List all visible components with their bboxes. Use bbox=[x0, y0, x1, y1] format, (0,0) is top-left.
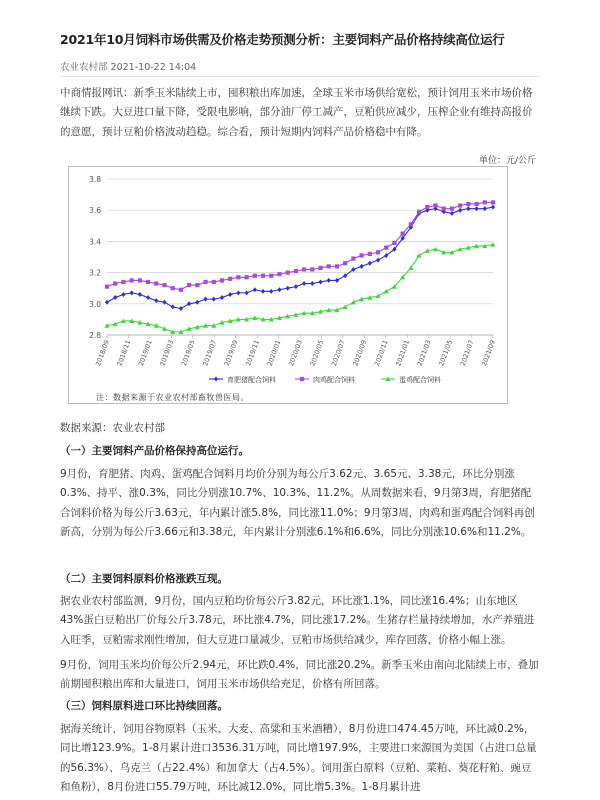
data-point bbox=[236, 275, 240, 279]
data-point bbox=[261, 274, 265, 278]
data-point bbox=[294, 269, 298, 273]
data-point bbox=[105, 285, 109, 289]
x-tick-label: 2019/07 bbox=[201, 338, 219, 368]
data-point bbox=[203, 280, 207, 284]
data-point bbox=[458, 203, 462, 207]
data-point bbox=[286, 271, 290, 275]
data-point bbox=[310, 281, 314, 286]
price-chart-svg bbox=[69, 167, 507, 403]
source-name[interactable]: 农业农村部 bbox=[60, 62, 108, 73]
y-tick-label: 3.8 bbox=[89, 175, 101, 184]
data-point bbox=[351, 256, 355, 260]
x-tick-label: 2021/07 bbox=[458, 338, 476, 368]
section1-heading: （一）主要饲料产品价格保持高位运行。 bbox=[60, 445, 249, 457]
data-point bbox=[269, 289, 273, 294]
data-point bbox=[392, 241, 396, 245]
data-point bbox=[269, 274, 273, 278]
title-divider bbox=[60, 76, 540, 77]
data-point bbox=[277, 272, 281, 276]
data-point bbox=[220, 295, 224, 300]
data-point bbox=[245, 275, 249, 279]
chart-note: 注：数据来源于农业农村部畜牧兽医局。 bbox=[96, 393, 249, 402]
x-tick-label: 2019/09 bbox=[222, 338, 240, 368]
data-point bbox=[302, 267, 306, 271]
x-tick-label: 2020/11 bbox=[372, 338, 390, 368]
data-point bbox=[121, 292, 125, 297]
x-tick-label: 2019/05 bbox=[179, 338, 197, 368]
y-tick-label: 3.4 bbox=[89, 237, 101, 247]
data-point bbox=[245, 290, 249, 295]
article-title: 2021年10月饲料市场供需及价格走势预测分析：主要饲料产品价格持续高位运行 bbox=[60, 32, 505, 47]
data-point bbox=[212, 297, 216, 302]
y-tick-label: 3.6 bbox=[89, 206, 101, 216]
data-point bbox=[203, 297, 207, 302]
section3-heading: （三）饲料原料进口环比持续回落。 bbox=[60, 700, 228, 712]
data-point bbox=[253, 274, 257, 278]
data-point bbox=[384, 289, 389, 294]
data-point bbox=[146, 280, 150, 284]
section2-heading: （二）主要饲料原料价格涨跌互现。 bbox=[60, 573, 228, 585]
x-tick-label: 2021/05 bbox=[437, 338, 454, 368]
data-point bbox=[327, 278, 331, 283]
data-point bbox=[442, 207, 446, 211]
data-point bbox=[433, 203, 437, 207]
series-line bbox=[107, 202, 493, 289]
data-point bbox=[154, 298, 158, 303]
legend-label: 育肥猪配合饲料 bbox=[227, 376, 276, 384]
data-point bbox=[327, 264, 331, 268]
x-tick-label: 2019/01 bbox=[137, 338, 154, 368]
publish-date: 2021-10-22 14:04 bbox=[110, 62, 197, 73]
x-tick-label: 2020/07 bbox=[330, 338, 347, 368]
data-point bbox=[220, 278, 224, 282]
data-point bbox=[376, 258, 380, 263]
data-source: 数据来源：农业农村部 bbox=[60, 422, 165, 434]
data-point bbox=[294, 284, 298, 289]
data-point bbox=[179, 306, 183, 311]
section3-paragraph: 据海关统计，饲用谷物原料（玉米、大麦、高粱和玉米酒糟），8月份进口474.45万吨，环比减0.2%，同比增123.9%。1-8月累计进口3536.31万吨，同比增197.9%，主要进口来源国为美国（占进口总量的56.3%）、乌克兰（占22.4%）和加拿大（占4.5%）。饲用蛋白原料（豆粕、菜粕、葵花籽粕、豌豆和鱼粉），8月份进口55.79万吨，环比减12.0%，同比增5.3%。1-8月累计进 bbox=[60, 723, 537, 793]
data-point bbox=[335, 278, 339, 283]
unit-label: 单位：元/公斤 bbox=[478, 156, 536, 166]
data-point bbox=[343, 261, 347, 265]
data-point bbox=[121, 280, 125, 284]
data-point bbox=[187, 301, 191, 306]
data-point bbox=[335, 264, 339, 268]
y-tick-label: 3.2 bbox=[89, 268, 101, 278]
data-point bbox=[113, 281, 117, 285]
data-point bbox=[253, 287, 257, 292]
data-point bbox=[228, 292, 232, 297]
data-point bbox=[417, 253, 422, 258]
data-point bbox=[409, 222, 413, 226]
section2-paragraph-1: 据农业农村部监测，9月份，国内豆粕均价每公斤3.82元，环比涨1.1%，同比涨16.4%；山东地区43%蛋白豆粕出厂价每公斤3.78元，环比涨4.7%，同比涨17.2%。生猪存栏量持续增加，水产养殖进入旺季，豆粕需求刚性增加，但大豆进口量减少，豆粕市场供给减少，库存回落，价格小幅上涨。 bbox=[60, 595, 535, 646]
data-point bbox=[483, 200, 487, 204]
data-point bbox=[417, 210, 421, 214]
x-tick-label: 2021/09 bbox=[480, 338, 497, 368]
article-meta bbox=[60, 59, 196, 73]
data-point bbox=[138, 278, 142, 282]
intro-paragraph: 中商情报网讯：新季玉米陆续上市，囤积粮出库加速，全球玉米市场供给宽松，预计饲用玉米市场价格继续下跌。大豆进口量下降，受限电影响，部分油厂停工减产，豆粕供应减少，压榨企业有维持高报价的意愿，预计豆粕价格波动趋稳。综合看，预计短期内饲料产品价格稳中有降。 bbox=[60, 87, 533, 138]
data-point bbox=[130, 290, 134, 295]
data-point bbox=[376, 250, 380, 254]
data-point bbox=[425, 205, 429, 209]
data-point bbox=[187, 283, 191, 287]
data-point bbox=[130, 278, 134, 282]
x-tick-label: 2019/11 bbox=[244, 338, 261, 368]
section2-paragraph-2: 9月份，饲用玉米均价每公斤2.94元，环比跌0.4%，同比涨20.2%。新季玉米由南向北陆续上市，叠加前期囤积粮出库和大量进口，饲用玉米市场供给充足，价格有所回落。 bbox=[60, 659, 539, 691]
data-point bbox=[195, 283, 199, 287]
data-point bbox=[113, 295, 117, 300]
x-tick-label: 2019/03 bbox=[158, 338, 176, 368]
data-point bbox=[179, 288, 183, 292]
y-tick-label: 3.0 bbox=[89, 299, 101, 309]
series-line bbox=[107, 207, 493, 308]
data-point bbox=[450, 211, 454, 216]
data-point bbox=[343, 304, 348, 309]
data-point bbox=[171, 286, 175, 290]
data-point bbox=[162, 283, 166, 287]
data-point bbox=[154, 281, 158, 285]
x-tick-label: 2020/05 bbox=[308, 338, 326, 368]
data-point bbox=[450, 207, 454, 211]
data-point bbox=[458, 208, 462, 213]
data-point bbox=[359, 253, 363, 257]
data-point bbox=[368, 261, 372, 266]
data-point bbox=[318, 279, 322, 284]
data-point bbox=[286, 286, 290, 291]
section1-paragraph: 9月份，育肥猪、肉鸡、蛋鸡配合饲料月均价分别为每公斤3.62元、3.65元、3.38元，环比分别涨0.3%、持平、涨0.3%，同比分别涨10.7%、10.3%、11.2%。从周数据来看，9月第3周，育肥猪配合饲料价格为每公斤3.63元，年内累计涨5.8%，同比涨11.0%；9月第3周，肉鸡和蛋鸡配合饲料再创新高，分别为每公斤3.66元和3.38元，年内累计分别涨6.1%和6.6%，同比分别涨10.6%和11.2%。 bbox=[60, 468, 535, 538]
x-tick-label: 2020/01 bbox=[265, 338, 283, 368]
data-point bbox=[214, 377, 218, 382]
data-point bbox=[146, 295, 150, 300]
data-point bbox=[318, 266, 322, 270]
data-point bbox=[368, 252, 372, 256]
data-point bbox=[491, 200, 495, 204]
data-point bbox=[277, 287, 281, 292]
data-point bbox=[228, 277, 232, 281]
data-point bbox=[310, 267, 314, 271]
data-point bbox=[491, 205, 495, 210]
price-chart bbox=[68, 166, 508, 404]
x-tick-label: 2018/09 bbox=[94, 338, 111, 368]
y-tick-label: 2.8 bbox=[89, 331, 101, 340]
legend-label: 蛋鸡配合饲料 bbox=[399, 376, 441, 384]
data-point bbox=[466, 202, 470, 206]
data-point bbox=[401, 232, 405, 236]
x-tick-label: 2021/01 bbox=[394, 338, 412, 368]
legend-label: 肉鸡配合饲料 bbox=[313, 376, 355, 384]
data-point bbox=[171, 304, 175, 309]
series-line bbox=[107, 245, 493, 332]
data-point bbox=[212, 280, 216, 284]
x-tick-label: 2021/03 bbox=[415, 338, 433, 368]
data-point bbox=[302, 281, 306, 286]
x-tick-label: 2020/09 bbox=[351, 338, 369, 368]
x-tick-label: 2018/11 bbox=[115, 338, 133, 368]
data-point bbox=[138, 292, 142, 297]
x-tick-label: 2020/03 bbox=[287, 338, 304, 368]
data-point bbox=[236, 290, 240, 295]
data-point bbox=[300, 377, 304, 381]
data-point bbox=[261, 289, 265, 294]
data-point bbox=[384, 246, 388, 250]
data-point bbox=[359, 264, 363, 269]
data-point bbox=[474, 202, 478, 206]
